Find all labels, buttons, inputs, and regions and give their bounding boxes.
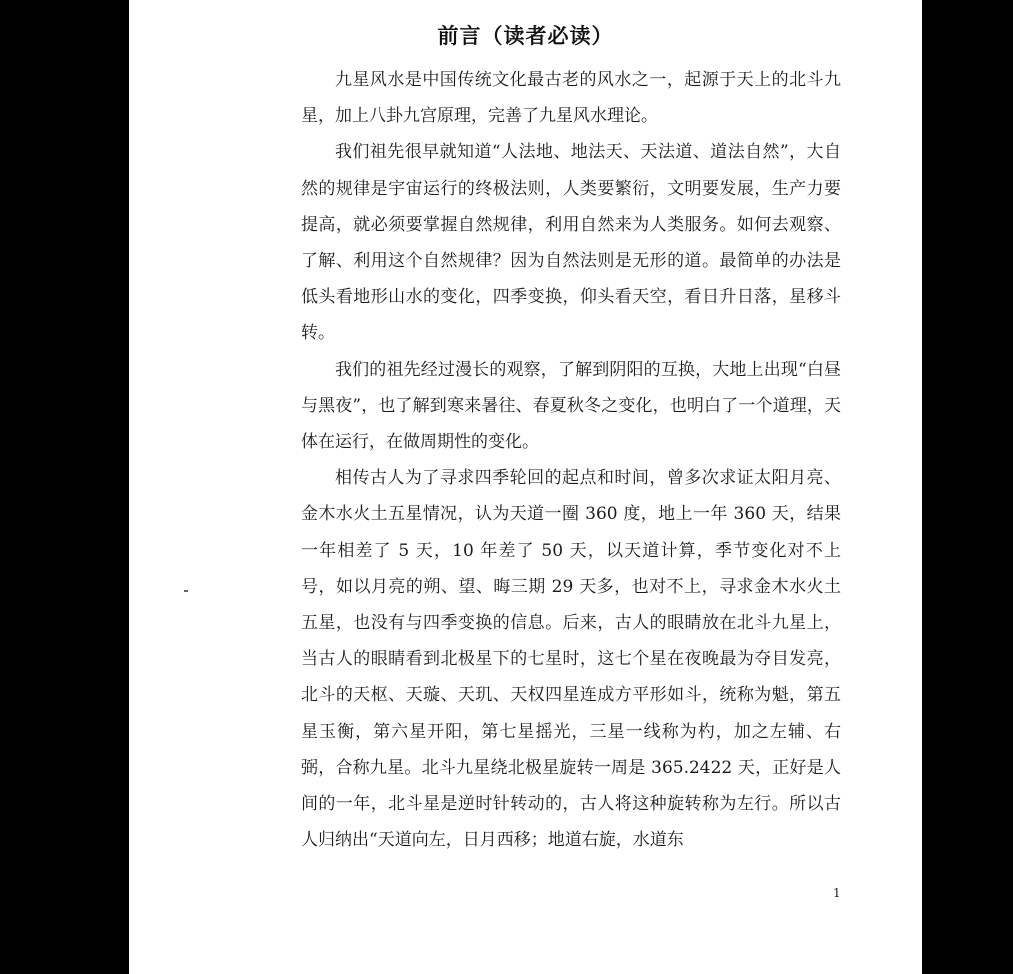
paragraph-4: 相传古人为了寻求四季轮回的起点和时间，曾多次求证太阳月亮、金木水火土五星情况，认为天道一圈 360 度，地上一年 360 天，结果一年相差了 5 天，10 年差了 50 天，以天道计算，季节变化对不上号，如以月亮的朔、望、晦三期 29 天多，也对不上，寻求金木水火土五星，也没有与四季变换的信息。后来，古人的眼睛放在北斗九星上，当古人的眼睛看到北极星下的七星时，这七个星在夜晚最为夺目发亮，北斗的天枢、天璇、天玑、天权四星连成方平形如斗，统称为魁，第五星玉衡，第六星开阳，第七星摇光，三星一线称为杓，加之左辅、右弼，合称九星。北斗九星绕北极星旋转一周是 365.2422 天，正好是人间的一年，北斗星是逆时针转动的，古人将这种旋转称为左行。所以古人归纳出“天道向左，日月西移；地道右旋，水道东: [301, 468, 841, 851]
paragraph-2: 我们祖先很早就知道“人法地、地法天、天法道、道法自然”，大自然的规律是宇宙运行的终极法则，人类要繁衍，文明要发展，生产力要提高，就必须要掌握自然规律，利用自然来为人类服务。如何去观察、了解、利用这个自然规律？因为自然法则是无形的道。最简单的办法是低头看地形山水的变化，四季变换，仰头看天空，看日升日落，星移斗转。: [301, 142, 841, 344]
body-text: [301, 62, 841, 858]
scan-artifact: [184, 590, 188, 592]
page-title: 前言（读者必读）: [437, 23, 614, 48]
document-page: [129, 0, 922, 974]
page-number: 1: [833, 886, 841, 900]
paragraph-1: 九星风水是中国传统文化最古老的风水之一，起源于天上的北斗九星，加上八卦九宫原理，完善了九星风水理论。: [301, 70, 841, 127]
paragraph-3: 我们的祖先经过漫长的观察，了解到阴阳的互换，大地上出现“白昼与黑夜”，也了解到寒来暑往、春夏秋冬之变化，也明白了一个道理，天体在运行，在做周期性的变化。: [301, 359, 841, 453]
